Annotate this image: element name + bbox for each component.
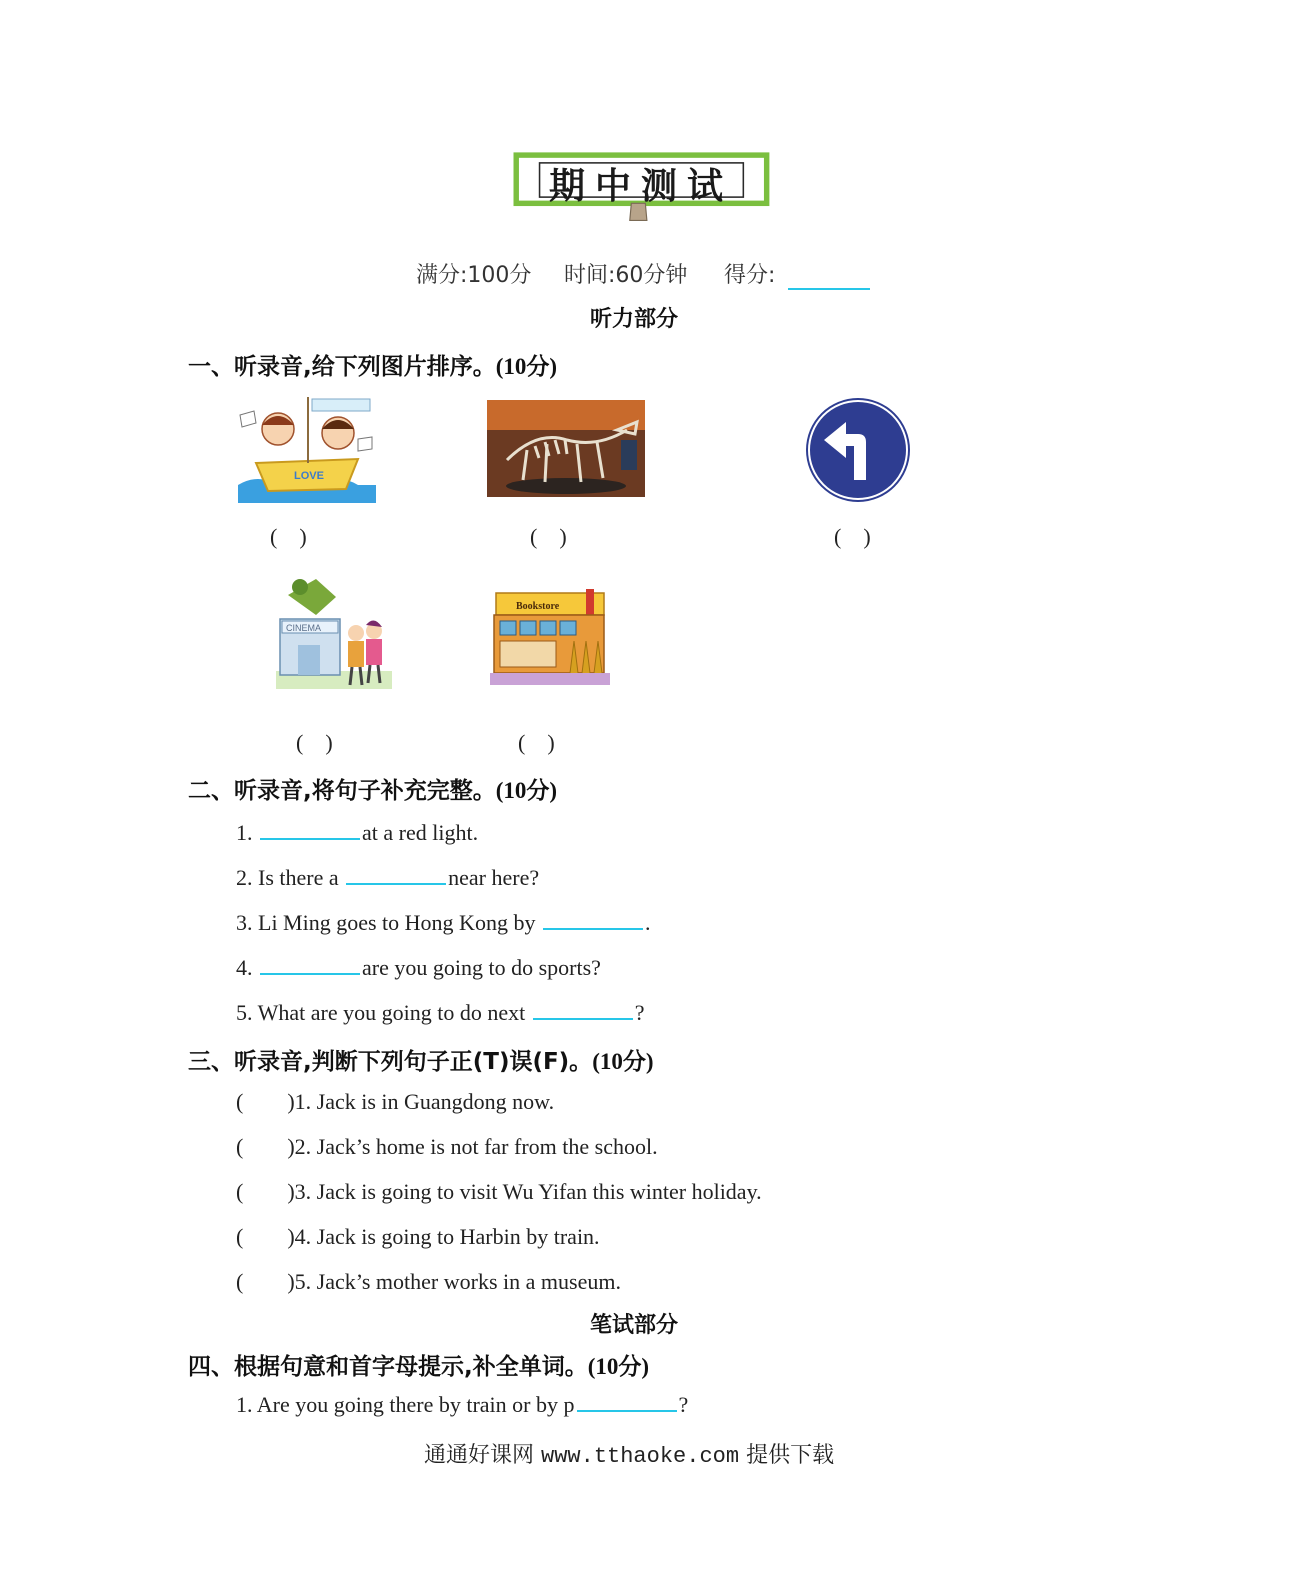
- section-3-heading: [188, 1043, 654, 1076]
- dinosaur-museum-picture: [487, 400, 645, 497]
- tf-item-2: [236, 1134, 658, 1160]
- fill-sentence-2: [236, 863, 539, 891]
- tf-answer-box[interactable]: ( ): [236, 1269, 295, 1294]
- answer-blank[interactable]: [543, 908, 643, 930]
- sentence-number: 2.: [236, 865, 253, 890]
- tf-item-1: [236, 1089, 554, 1115]
- cinema-sign: CINEMA: [286, 623, 322, 633]
- section-number: 三、: [188, 1049, 234, 1075]
- section-number: 四、: [188, 1354, 234, 1380]
- fill-sentence-3: [236, 908, 650, 936]
- turn-left-sign-picture: [804, 396, 912, 504]
- tf-answer-box[interactable]: ( ): [236, 1179, 295, 1204]
- section-1-heading: [188, 348, 557, 381]
- kids-boat-picture: [238, 393, 376, 503]
- tf-answer-box[interactable]: ( ): [236, 1089, 295, 1114]
- footer-url[interactable]: www.tthaoke.com: [541, 1444, 740, 1469]
- listening-part-heading: 听力部分: [590, 307, 679, 332]
- love-text: LOVE: [294, 470, 324, 482]
- word-sentence-1: [236, 1390, 688, 1418]
- section-points: (10分): [495, 778, 558, 803]
- score-label: 得分:: [724, 263, 776, 288]
- section-points: (10分): [587, 1354, 650, 1379]
- sentence-after: ?: [634, 1000, 645, 1025]
- footer-brand: 通通好课网: [424, 1443, 535, 1468]
- score-blank[interactable]: [788, 288, 870, 290]
- section-text: 根据句意和首字母提示,补全单词。: [234, 1354, 588, 1380]
- tf-answer-box[interactable]: ( ): [236, 1224, 295, 1249]
- sentence-number: 3.: [236, 910, 253, 935]
- answer-paren-5[interactable]: ( ): [518, 730, 555, 755]
- answer-blank[interactable]: [260, 818, 360, 840]
- section-text: 听录音,判断下列句子正(T)误(F)。: [234, 1049, 593, 1075]
- sentence-number: 5.: [236, 1000, 253, 1025]
- answer-paren-2[interactable]: ( ): [530, 524, 567, 549]
- page-title: 期中测试: [548, 166, 733, 207]
- writing-part-heading: 笔试部分: [590, 1313, 679, 1338]
- tf-sentence: 3. Jack is going to visit Wu Yifan this winter holiday.: [294, 1179, 762, 1204]
- tf-answer-box[interactable]: ( ): [236, 1134, 295, 1159]
- time-limit: 时间:60分钟: [564, 263, 688, 288]
- tf-item-3: [236, 1179, 762, 1205]
- tf-sentence: 5. Jack’s mother works in a museum.: [294, 1269, 621, 1294]
- tf-item-5: [236, 1269, 621, 1295]
- sentence-before: Are you going there by train or by p: [256, 1392, 575, 1417]
- answer-blank[interactable]: [577, 1390, 677, 1412]
- full-marks: 满分:100分: [416, 263, 532, 288]
- tf-sentence: 4. Jack is going to Harbin by train.: [294, 1224, 600, 1249]
- section-number: 二、: [188, 778, 234, 804]
- sentence-after: .: [644, 910, 651, 935]
- sentence-number: 4.: [236, 955, 253, 980]
- answer-blank[interactable]: [260, 953, 360, 975]
- fill-sentence-4: [236, 953, 601, 981]
- tf-sentence: 1. Jack is in Guangdong now.: [294, 1089, 555, 1114]
- sentence-after: near here?: [448, 865, 540, 890]
- sentence-number: 1.: [236, 820, 253, 845]
- section-text: 听录音,给下列图片排序。: [234, 354, 496, 380]
- sentence-before: Li Ming goes to Hong Kong by: [258, 910, 536, 935]
- answer-paren-4[interactable]: ( ): [296, 730, 333, 755]
- section-text: 听录音,将句子补充完整。: [234, 778, 496, 804]
- sentence-before: What are you going to do next: [257, 1000, 526, 1025]
- section-4-heading: [188, 1348, 649, 1381]
- cinema-picture: [276, 575, 392, 689]
- sentence-after: ?: [678, 1392, 689, 1417]
- bookstore-picture: [486, 585, 614, 693]
- section-points: (10分): [592, 1049, 654, 1074]
- answer-blank[interactable]: [346, 863, 446, 885]
- fill-sentence-5: [236, 998, 644, 1026]
- tf-sentence: 2. Jack’s home is not far from the school.: [294, 1134, 658, 1159]
- answer-paren-3[interactable]: ( ): [834, 524, 871, 549]
- footer-suffix: 提供下载: [746, 1443, 835, 1468]
- sentence-after: are you going to do sports?: [362, 955, 601, 980]
- section-number: 一、: [188, 354, 234, 380]
- sentence-after: at a red light.: [362, 820, 479, 845]
- bookstore-sign: Bookstore: [516, 601, 560, 612]
- fill-sentence-1: [236, 818, 478, 846]
- sentence-number: 1.: [236, 1392, 253, 1417]
- answer-blank[interactable]: [533, 998, 633, 1020]
- sentence-before: Is there a: [258, 865, 339, 890]
- section-2-heading: [188, 772, 557, 805]
- tf-item-4: [236, 1224, 600, 1250]
- footer: [424, 1438, 834, 1469]
- answer-paren-1[interactable]: ( ): [270, 524, 307, 549]
- section-points: (10分): [495, 354, 558, 379]
